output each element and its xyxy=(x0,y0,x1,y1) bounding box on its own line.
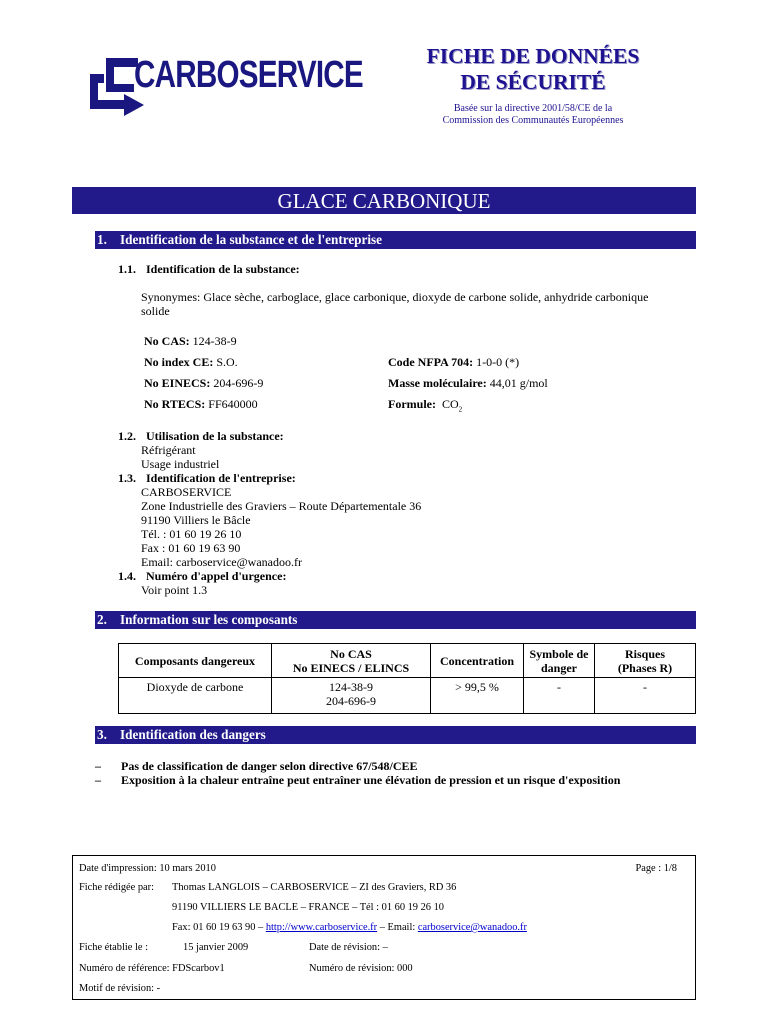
rtecs-value: FF640000 xyxy=(208,397,258,411)
index-value: S.O. xyxy=(216,355,238,369)
section-2-title: Information sur les composants xyxy=(120,612,298,627)
header-symbol xyxy=(524,644,595,678)
logo-text: CARBOSERVICE xyxy=(134,54,363,96)
print-date: Date d'impression: 10 mars 2010 xyxy=(79,863,216,874)
cell-concentration: > 99,5 % xyxy=(431,678,524,714)
subsection-1-2-title: Utilisation de la substance: xyxy=(146,429,284,443)
subsection-1-1-title: Identification de la substance: xyxy=(146,262,300,276)
mass-value: 44,01 g/mol xyxy=(489,376,548,390)
subsection-1-2-number: 1.2. xyxy=(118,429,136,443)
document-title xyxy=(395,43,671,95)
einecs-number xyxy=(144,376,263,390)
formula-subscript: 2 xyxy=(458,405,463,414)
header-symbol-line-2: danger xyxy=(541,660,577,675)
formula-value: CO xyxy=(441,397,459,411)
subsection-1-4 xyxy=(118,569,286,583)
header-risks-line-2: (Phases R) xyxy=(617,660,673,675)
directive-basis xyxy=(395,103,671,127)
established-date: 15 janvier 2009 xyxy=(183,942,249,953)
carboservice-logo xyxy=(84,50,364,118)
email-link[interactable]: carboservice@wanadoo.fr xyxy=(417,922,527,933)
product-title-banner: GLACE CARBONIQUE xyxy=(72,187,696,214)
table-header-row xyxy=(119,644,696,678)
formula xyxy=(388,397,462,416)
header-risks xyxy=(595,644,696,678)
section-1-number: 1. xyxy=(97,232,107,247)
table-row xyxy=(119,678,696,714)
footer-contact-line xyxy=(172,922,527,934)
nfpa-value: 1-0-0 (*) xyxy=(476,355,520,369)
subsection-1-1-number: 1.1. xyxy=(118,262,136,276)
section-3-header xyxy=(95,726,696,744)
cas-label: No CAS: xyxy=(144,334,190,348)
document-title-line-1: FICHE DE DONNÉES xyxy=(426,44,640,68)
cas-value: 124-38-9 xyxy=(192,334,237,348)
drafted-by-line-1: Thomas LANGLOIS – CARBOSERVICE – ZI des Graviers, RD 36 xyxy=(172,882,457,893)
header-cas-line-1: No CAS xyxy=(330,646,372,661)
subsection-1-3-number: 1.3. xyxy=(118,471,136,485)
mass-label: Masse moléculaire: xyxy=(388,376,487,390)
formula-label: Formule: xyxy=(388,397,436,411)
section-3-title: Identification des dangers xyxy=(120,727,266,742)
subsection-1-4-number: 1.4. xyxy=(118,569,136,583)
established-label: Fiche établie le : xyxy=(79,942,148,953)
hazard-bullet-2 xyxy=(95,773,620,787)
hazard-bullet-1 xyxy=(95,759,418,773)
document-title-line-2: DE SÉCURITÉ xyxy=(460,70,606,94)
cell-einecs-value: 204-696-9 xyxy=(326,694,376,708)
synonyms-line-2: solide xyxy=(141,304,170,318)
footer-fax: Fax: 01 60 19 63 90 – xyxy=(172,922,264,933)
document-footer xyxy=(72,855,696,1000)
reference-number: Numéro de référence: FDScarbov1 xyxy=(79,963,225,974)
section-2-number: 2. xyxy=(97,612,107,627)
company-fax: Fax : 01 60 19 63 90 xyxy=(141,541,241,555)
header-symbol-line-1: Symbole de xyxy=(529,646,589,661)
revision-date: Date de révision: – xyxy=(309,942,388,953)
cell-symbol: - xyxy=(524,678,595,714)
bullet-dash: – xyxy=(95,759,101,773)
company-name: CARBOSERVICE xyxy=(141,485,232,499)
drafted-by-line-2: 91190 VILLIERS LE BACLE – FRANCE – Tél : 01 60 19 26 10 xyxy=(172,902,444,913)
cell-component: Dioxyde de carbone xyxy=(119,678,272,714)
section-2-header xyxy=(95,611,696,629)
cas-number xyxy=(144,334,237,348)
subsection-1-3 xyxy=(118,471,296,485)
use-1: Réfrigérant xyxy=(141,443,196,457)
nfpa-code xyxy=(388,355,519,369)
revision-reason: Motif de révision: - xyxy=(79,983,161,994)
cell-cas xyxy=(272,678,431,714)
einecs-label: No EINECS: xyxy=(144,376,211,390)
header-cas-line-2: No EINECS / ELINCS xyxy=(292,660,410,675)
footer-email-label: – Email: xyxy=(379,922,416,933)
use-2: Usage industriel xyxy=(141,457,220,471)
subsection-1-2 xyxy=(118,429,284,443)
rtecs-number xyxy=(144,397,258,411)
address-line-1: Zone Industrielle des Graviers – Route Départementale 36 xyxy=(141,499,422,513)
rtecs-label: No RTECS: xyxy=(144,397,206,411)
index-ce xyxy=(144,355,238,369)
section-1-header xyxy=(95,231,696,249)
subsection-1-3-title: Identification de l'entreprise: xyxy=(146,471,296,485)
subsection-1-4-title: Numéro d'appel d'urgence: xyxy=(146,569,287,583)
website-link[interactable]: http://www.carboservice.fr xyxy=(265,922,378,933)
index-label: No index CE: xyxy=(144,355,214,369)
hazard-bullet-2-text: Exposition à la chaleur entraîne peut entraîner une élévation de pression et un risque d'exposition xyxy=(121,773,621,787)
header-components: Composants dangereux xyxy=(119,644,272,678)
bullet-dash: – xyxy=(95,773,101,787)
synonyms-line-1: Synonymes: Glace sèche, carboglace, glace carbonique, dioxyde de carbone solide, anhydride carbonique xyxy=(141,290,649,304)
einecs-value: 204-696-9 xyxy=(213,376,264,390)
section-3-number: 3. xyxy=(97,727,107,742)
header-cas xyxy=(272,644,431,678)
company-email: Email: carboservice@wanadoo.fr xyxy=(141,555,302,569)
page-number: Page : 1/8 xyxy=(635,863,677,874)
directive-basis-line-2: Commission des Communautés Européennes xyxy=(442,115,624,126)
components-table xyxy=(118,643,696,714)
directive-basis-line-1: Basée sur la directive 2001/58/CE de la xyxy=(453,103,613,114)
subsection-1-1 xyxy=(118,262,300,276)
revision-number: Numéro de révision: 000 xyxy=(309,963,413,974)
cell-cas-value: 124-38-9 xyxy=(329,680,373,694)
header-concentration: Concentration xyxy=(431,644,524,678)
header-risks-line-1: Risques xyxy=(624,646,665,661)
section-1-title: Identification de la substance et de l'entreprise xyxy=(120,232,383,247)
company-tel: Tél. : 01 60 19 26 10 xyxy=(141,527,242,541)
nfpa-label: Code NFPA 704: xyxy=(388,355,474,369)
emergency-contact: Voir point 1.3 xyxy=(141,583,208,597)
hazard-bullet-1-text: Pas de classification de danger selon directive 67/548/CEE xyxy=(121,759,418,773)
drafted-by-label: Fiche rédigée par: xyxy=(79,882,155,893)
cell-risks: - xyxy=(595,678,696,714)
molecular-mass xyxy=(388,376,548,390)
address-line-2: 91190 Villiers le Bâcle xyxy=(141,513,251,527)
